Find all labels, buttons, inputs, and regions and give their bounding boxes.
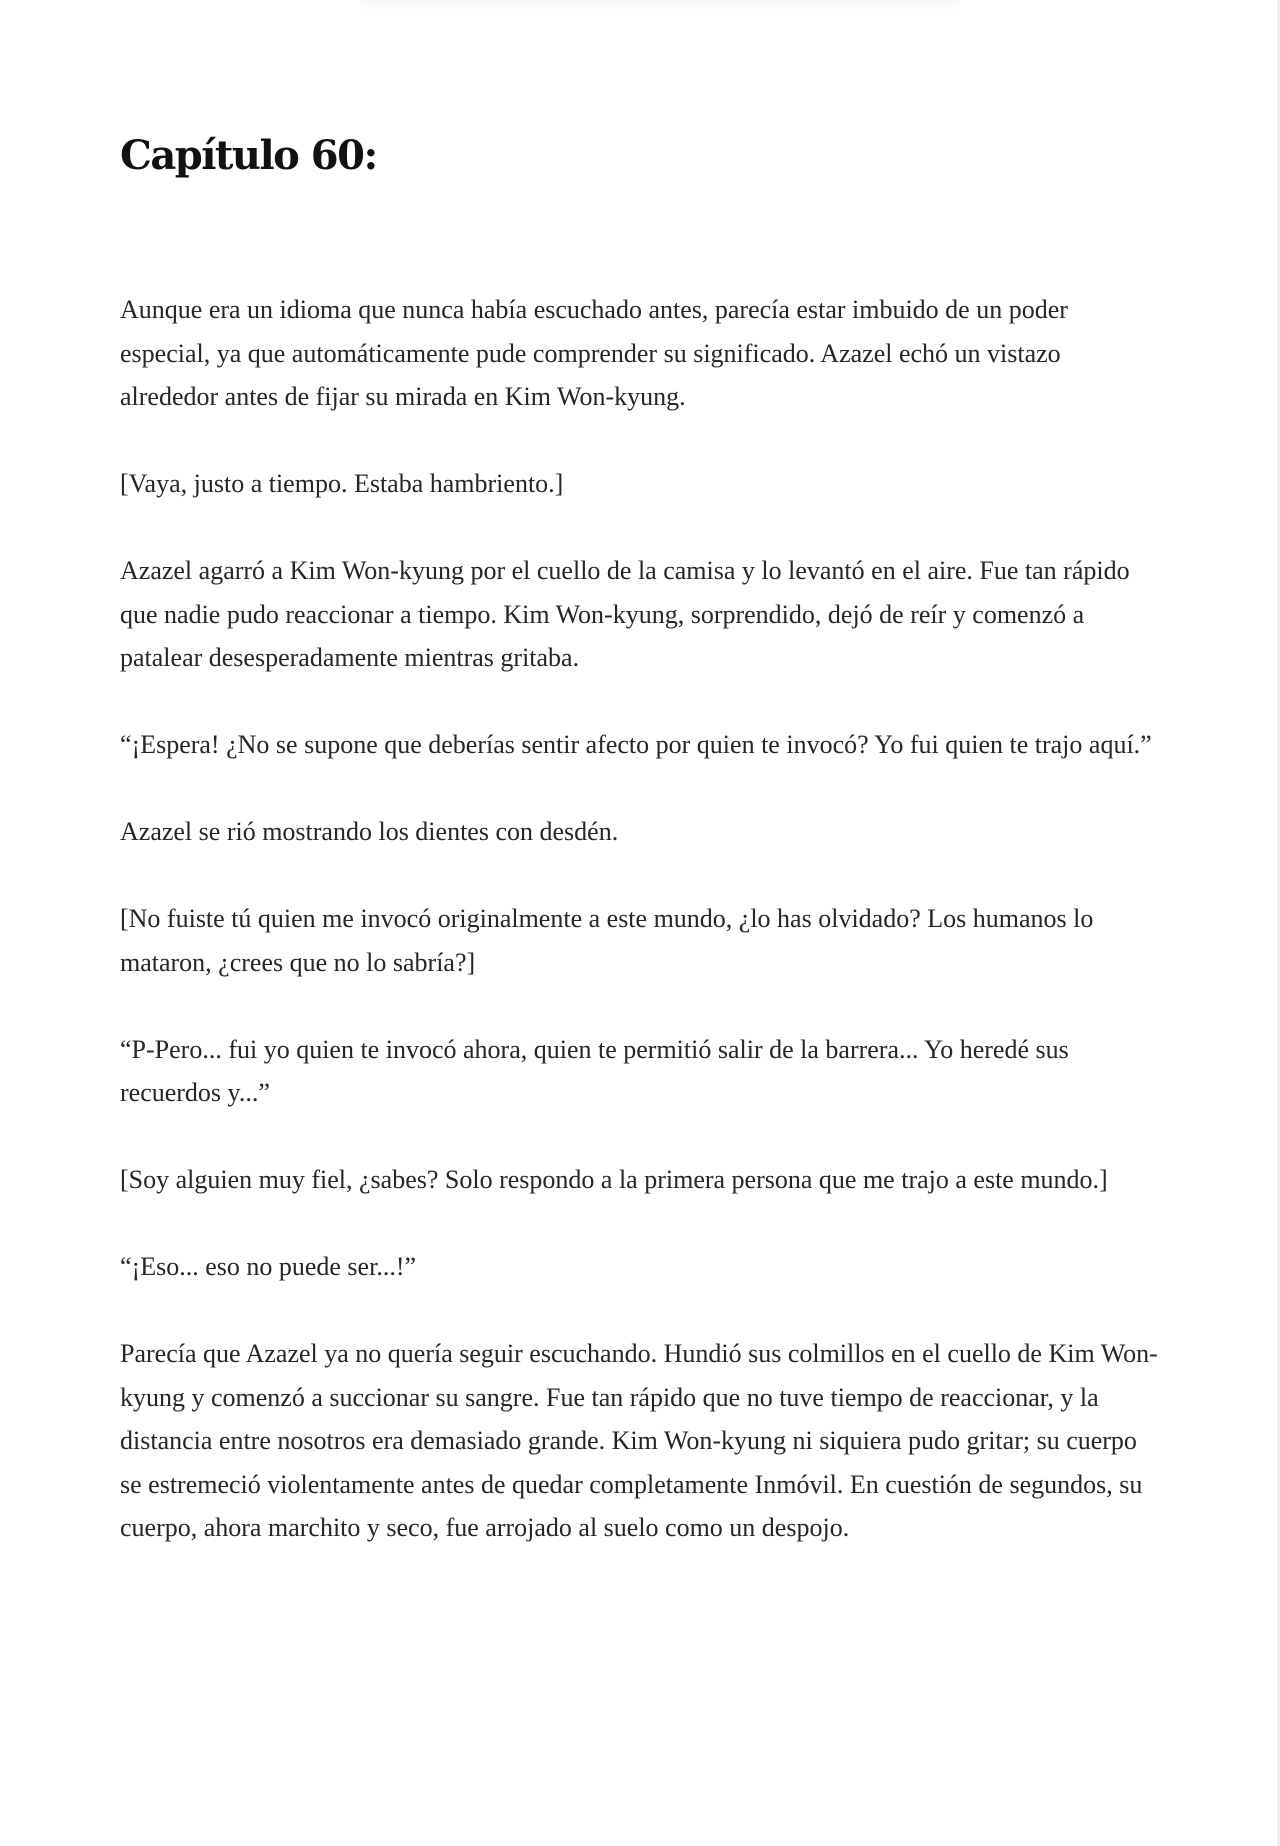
paragraph: “¡Eso... eso no puede ser...!” bbox=[120, 1252, 417, 1281]
paragraph: Azazel se rió mostrando los dientes con desdén. bbox=[120, 817, 619, 846]
paragraph: [Vaya, justo a tiempo. Estaba hambriento.] bbox=[120, 469, 564, 498]
chapter-title: Capítulo 60: bbox=[120, 132, 377, 179]
chapter-body bbox=[120, 288, 1160, 1593]
paragraph: [Soy alguien muy fiel, ¿sabes? Solo respondo a la primera persona que me trajo a este mundo.] bbox=[120, 1165, 1108, 1194]
top-shadow bbox=[360, 0, 960, 12]
paragraph: [No fuiste tú quien me invocó originalmente a este mundo, ¿lo has olvidado? Los humanos lo mataron, ¿crees que no lo sabría?] bbox=[120, 904, 1094, 977]
paragraph: “P-Pero... fui yo quien te invocó ahora, quien te permitió salir de la barrera... Yo heredé sus recuerdos y...” bbox=[120, 1034, 1069, 1107]
paragraph: Azazel agarró a Kim Won-kyung por el cuello de la camisa y lo levantó en el aire. Fue tan rápido que nadie pudo reaccionar a tiempo. Kim Won-kyung, sorprendido, dejó de reír y comenzó a patalear desesperadamente mientras gritaba. bbox=[120, 556, 1130, 672]
paragraph: Aunque era un idioma que nunca había escuchado antes, parecía estar imbuido de un poder especial, ya que automáticamente pude comprender su significado. Azazel echó un vistazo alrededor antes de fijar su mirada en Kim Won-kyung. bbox=[120, 295, 1068, 411]
paragraph: “¡Espera! ¿No se supone que deberías sentir afecto por quien te invocó? Yo fui quien te trajo aquí.” bbox=[120, 730, 1152, 759]
paragraph: Parecía que Azazel ya no quería seguir escuchando. Hundió sus colmillos en el cuello de Kim Won-kyung y comenzó a succionar su sangre. Fue tan rápido que no tuve tiempo de reaccionar, y la distancia entre nosotros era demasiado grande. Kim Won-kyung ni siquiera pudo gritar; su cuerpo se estremeció violentamente antes de quedar completamente Inmóvil. En cuestión de segundos, su cuerpo, ahora marchito y seco, fue arrojado al suelo como un despojo. bbox=[120, 1339, 1158, 1542]
